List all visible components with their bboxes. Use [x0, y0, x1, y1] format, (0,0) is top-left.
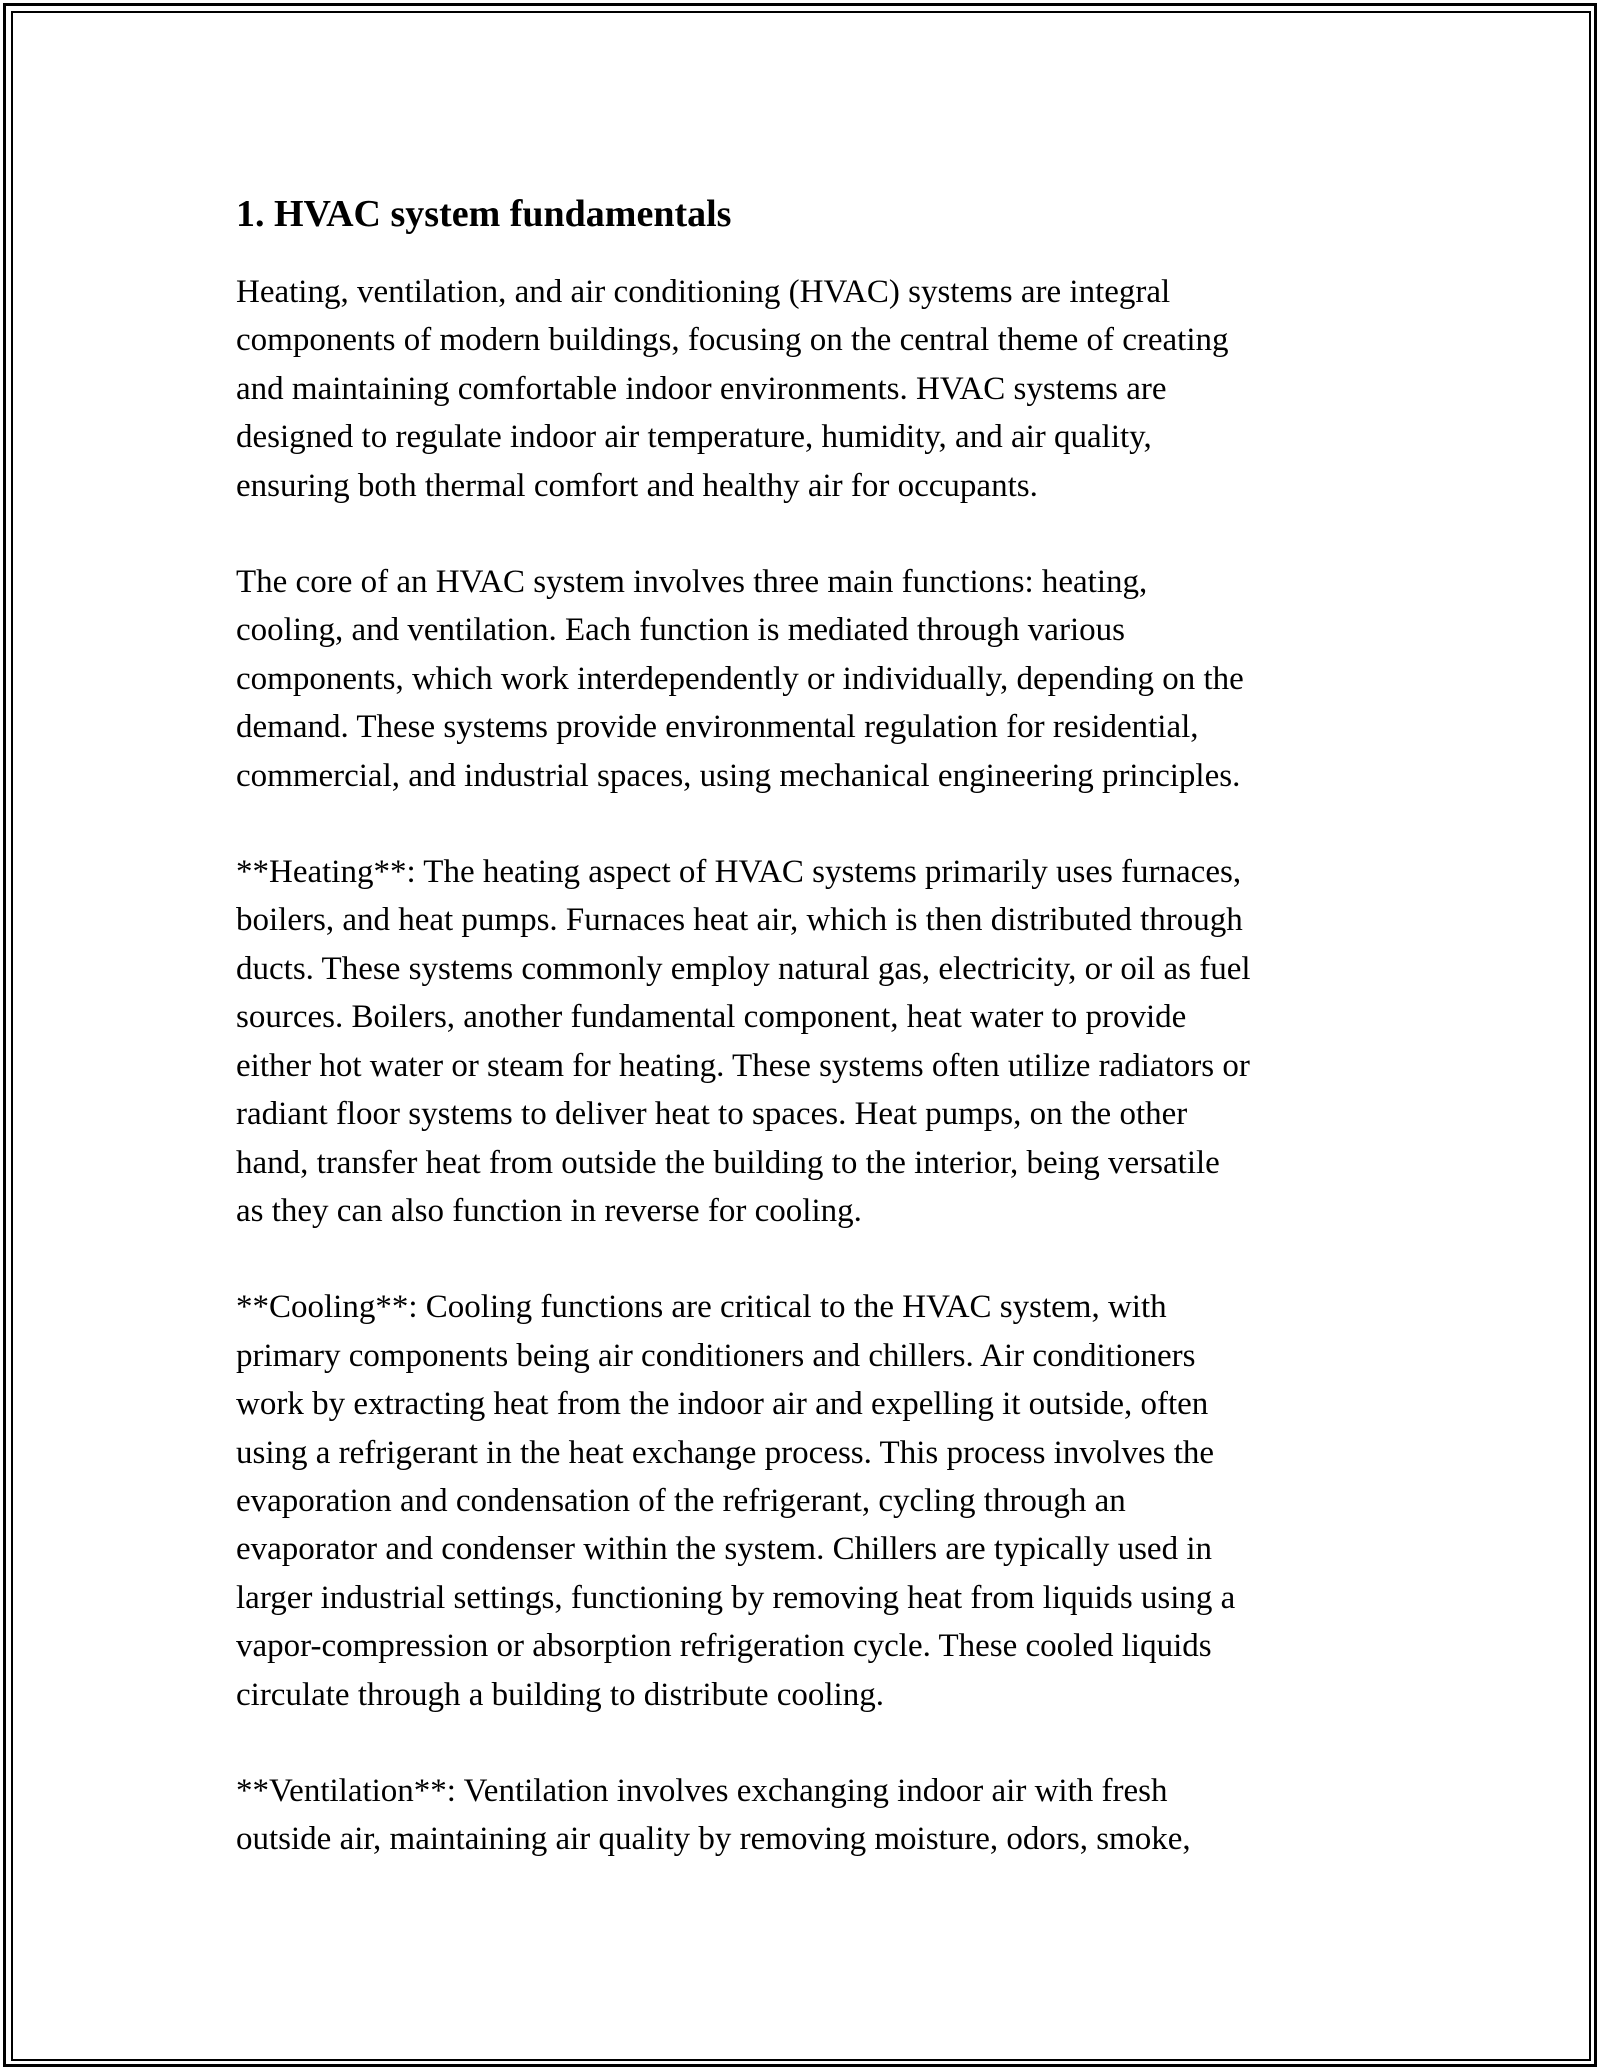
paragraph-intro: Heating, ventilation, and air conditioning (HVAC) systems are integral components of modern buildings, focusing on the central theme of creating and maintaining comfortable indoor environments. HVAC systems are designed to regulate indoor air temperature, humidity, and air quality, ensuring both thermal comfort and healthy air for occupants.	[236, 274, 1229, 504]
paragraph-cooling: **Cooling**: Cooling functions are critical to the HVAC system, with primary components being air conditioners and chillers. Air conditioners work by extracting heat from the indoor air and expelling it outside, often using a refrigerant in the heat exchange process. This process involves the evaporation and condensation of the refrigerant, cycling through an evaporator and condenser within the system. Chillers are typically used in larger industrial settings, functioning by removing heat from liquids using a vapor-compression or absorption refrigeration cycle. These cooled liquids circulate through a building to distribute cooling.	[236, 1289, 1236, 1713]
document-body	[236, 188, 1376, 1912]
paragraph-core-functions: The core of an HVAC system involves three main functions: heating, cooling, and ventilation. Each function is mediated through various components, which work interdependently or individually, depending on the demand. These systems provide environmental regulation for residential, commercial, and industrial spaces, using mechanical engineering principles.	[236, 564, 1244, 794]
paragraph-ventilation: **Ventilation**: Ventilation involves exchanging indoor air with fresh outside air, maintaining air quality by removing moisture, odors, smoke,	[236, 1772, 1191, 1858]
paragraph-heating: **Heating**: The heating aspect of HVAC systems primarily uses furnaces, boilers, and heat pumps. Furnaces heat air, which is then distributed through ducts. These systems commonly employ natural gas, electricity, or oil as fuel sources. Boilers, another fundamental component, heat water to provide either hot water or steam for heating. These systems often utilize radiators or radiant floor systems to deliver heat to spaces. Heat pumps, on the other hand, transfer heat from outside the building to the interior, being versatile as they can also function in reverse for cooling.	[236, 854, 1251, 1229]
section-heading: 1. HVAC system fundamentals	[236, 193, 732, 235]
